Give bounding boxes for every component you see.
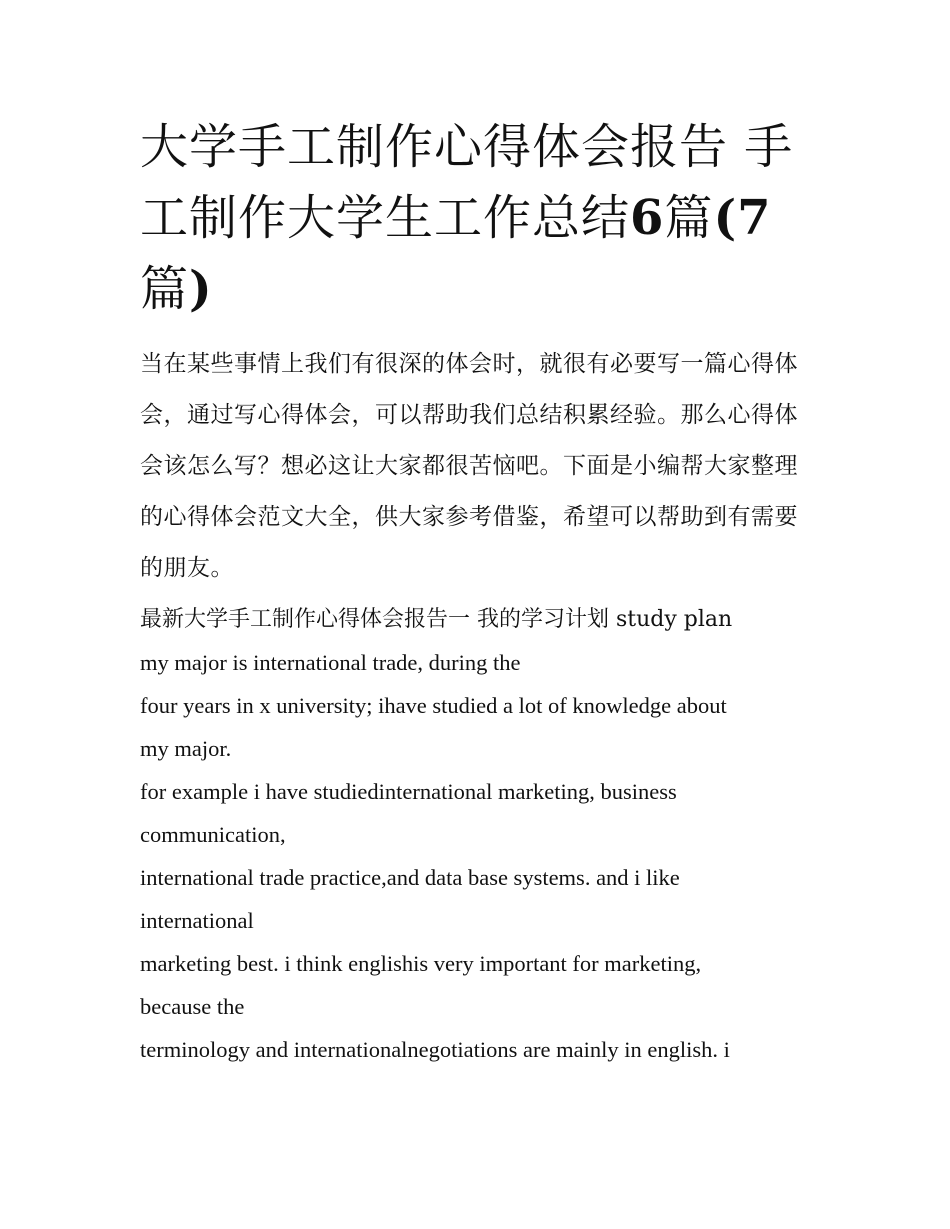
body-line: my major is international trade, during the [140, 650, 521, 675]
body-text [140, 598, 815, 1071]
body-line: for example i have studiedinternational marketing, business [140, 779, 677, 804]
document-title [140, 112, 815, 325]
title-paren-close: ) [189, 261, 213, 317]
body-line: because the [140, 994, 245, 1019]
section-heading-line: 最新大学手工制作心得体会报告一 我的学习计划 study plan [140, 607, 733, 632]
body-line: international trade practice,and data base systems. and i like [140, 865, 680, 890]
body-line: terminology and internationalnegotiations are mainly in english. i [140, 1037, 730, 1062]
title-number-2: 7 [737, 190, 772, 246]
body-line: international [140, 908, 254, 933]
title-text-part1: 大学手工制作心得体会报告 手工制作大学生工作总结 [140, 119, 794, 246]
title-paren-open: ( [713, 190, 738, 246]
title-text-part3: 篇 [140, 261, 190, 317]
intro-paragraph: 当在某些事情上我们有很深的体会时，就很有必要写一篇心得体会，通过写心得体会，可以帮助我们总结积累经验。那么心得体会该怎么写？想必这让大家都很苦恼吧。下面是小编帮大家整理的心得体会范文大全，供大家参考借鉴，希望可以帮助到有需要的朋友。 [140, 351, 798, 581]
body-line: my major. [140, 736, 232, 761]
title-text-part2: 篇 [664, 190, 714, 246]
body-line: four years in x university; ihave studied a lot of knowledge about [140, 693, 727, 718]
title-number-1: 6 [630, 190, 665, 246]
body-line: marketing best. i think englishis very important for marketing, [140, 951, 702, 976]
document-page [140, 112, 815, 1071]
body-line: communication, [140, 822, 286, 847]
